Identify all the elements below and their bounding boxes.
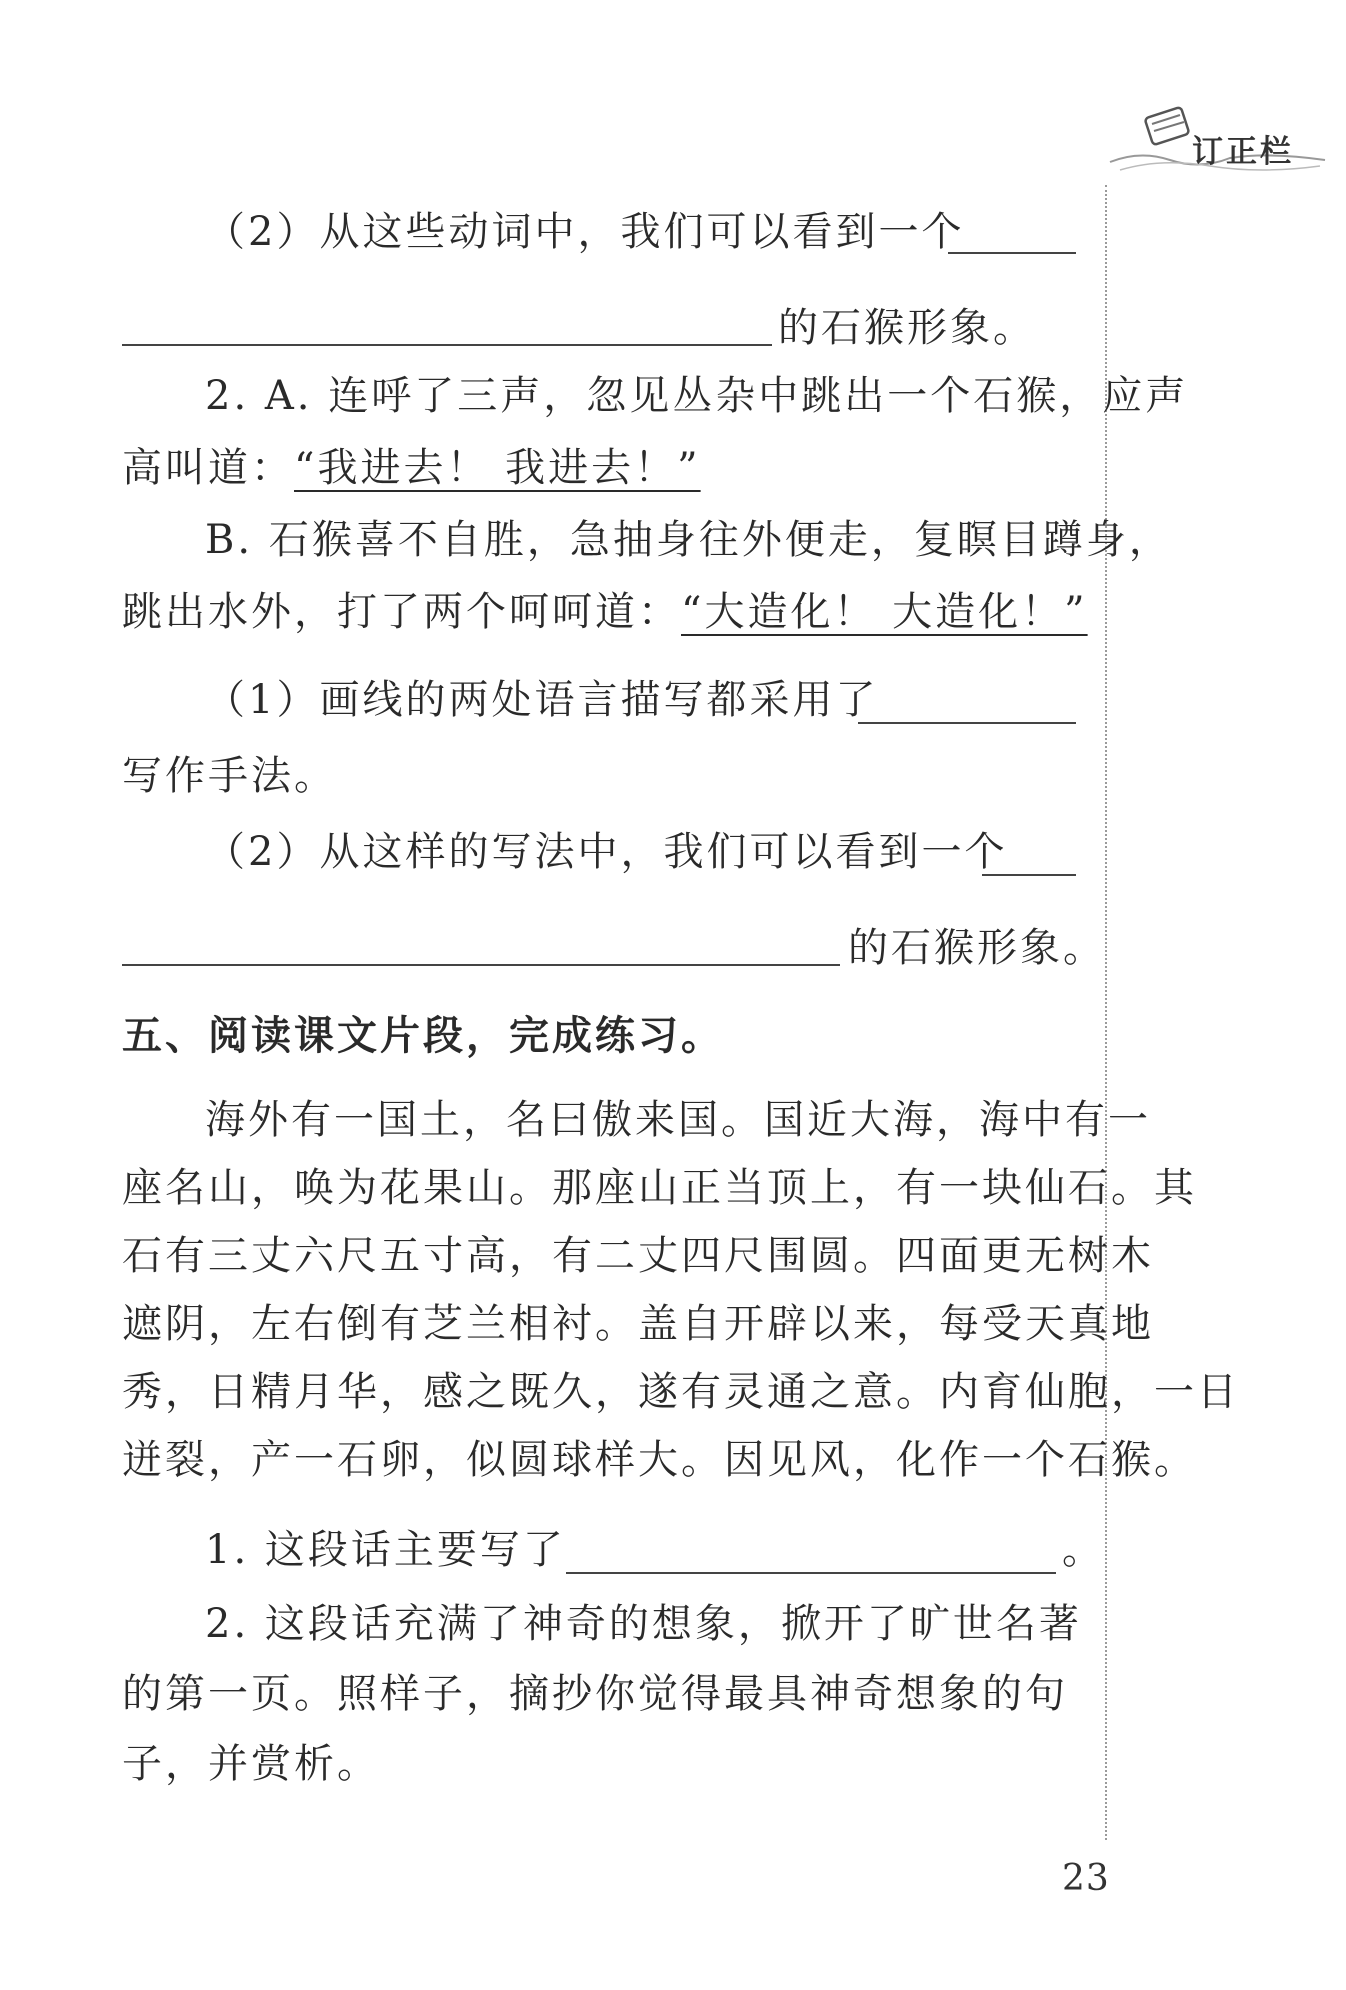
q1-part2-text-end: 的石猴形象。 [778,305,1036,351]
passage-line: 迸裂，产一石卵，似圆球样大。因见风，化作一个石猴。 [122,1437,1197,1483]
answer-blank[interactable] [858,722,1076,724]
answer-blank[interactable] [122,964,840,966]
q2-part2-text-end: 的石猴形象。 [848,925,1106,971]
answer-blank[interactable] [948,252,1076,254]
s5-q1-end: 。 [1062,1527,1105,1573]
passage-line: 海外有一国土，名曰傲来国。国近大海，海中有一 [205,1097,1151,1143]
answer-blank[interactable] [122,344,772,346]
s5-q2-line: 2. 这段话充满了神奇的想象，掀开了旷世名著 [205,1601,1082,1647]
answer-blank[interactable] [566,1572,1056,1574]
underlined-quote: “大造化！ 大造化！” [681,589,1088,635]
q2-b-line2: 跳出水外，打了两个呵呵道：“大造化！ 大造化！” [122,589,1088,635]
s5-q2-line: 子，并赏析。 [122,1741,380,1787]
eraser-icon [1145,107,1190,145]
passage-line: 秀，日精月华，感之既久，遂有灵通之意。内育仙胞，一日 [122,1369,1240,1415]
q2-part1-text-end: 写作手法。 [122,753,337,799]
s5-q1-text: 1. 这段话主要写了 [205,1527,566,1573]
passage-line: 遮阴，左右倒有芝兰相衬。盖自开辟以来，每受天真地 [122,1301,1154,1347]
q2-a-line2: 高叫道：“我进去！ 我进去！” [122,445,701,491]
passage-line: 座名山，唤为花果山。那座山正当顶上，有一块仙石。其 [122,1165,1197,1211]
answer-blank[interactable] [982,874,1076,876]
q2-part2-text: （2）从这样的写法中，我们可以看到一个 [205,829,1008,875]
passage-line: 石有三丈六尺五寸高，有二丈四尺围圆。四面更无树木 [122,1233,1154,1279]
section-heading: 五、阅读课文片段，完成练习。 [122,1013,724,1059]
q2-a-line1: 2. A. 连呼了三声，忽见丛杂中跳出一个石猴，应声 [205,373,1189,419]
q2-b-line1: B. 石猴喜不自胜，急抽身往外便走，复瞑目蹲身， [205,517,1172,563]
margin-divider [1105,185,1107,1840]
q2-part1-text: （1）画线的两处语言描写都采用了 [205,677,879,723]
correction-column-label: 订正栏 [1192,134,1294,170]
s5-q2-line: 的第一页。照样子，摘抄你觉得最具神奇想象的句 [122,1671,1068,1717]
underlined-quote: “我进去！ 我进去！” [294,445,701,491]
page-number: 23 [1062,1858,1110,1899]
q1-part2-text: （2）从这些动词中，我们可以看到一个 [205,209,965,255]
